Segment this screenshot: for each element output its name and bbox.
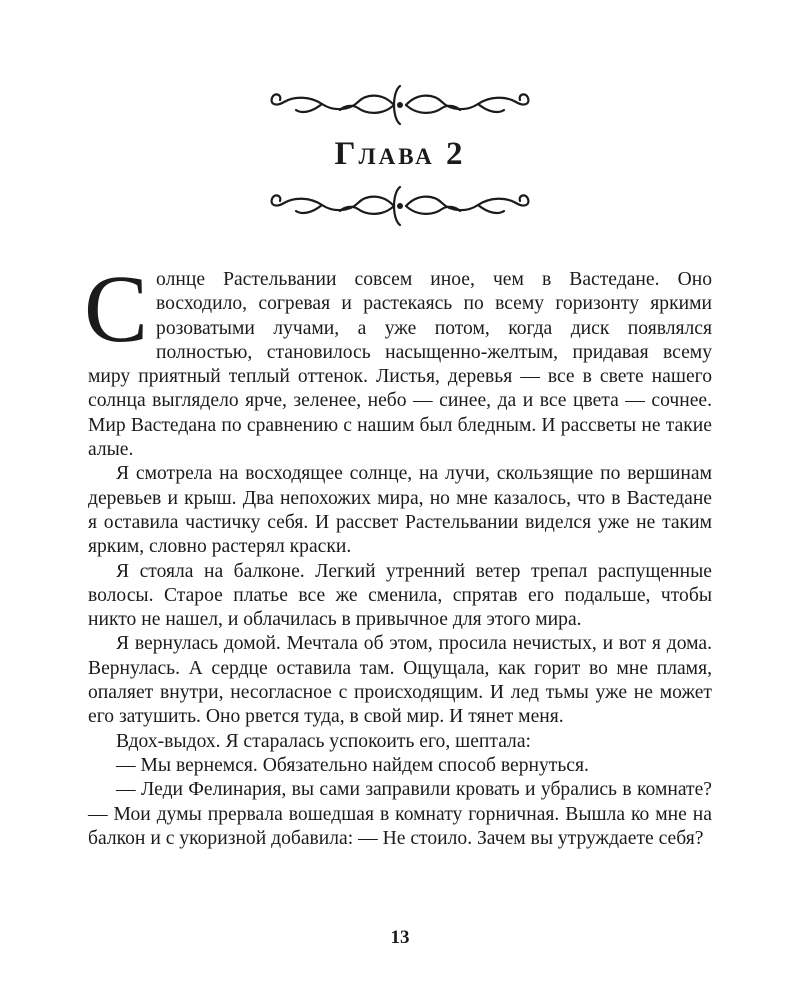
paragraph: Я вернулась домой. Мечтала об этом, просила нечистых, и вот я дома. Вернулась. А сердце оставила там. Ощущала, как горит во мне пламя, опаляет внутри, несогласное с происходящим. И лед тьмы уже не может его затушить. Оно рвется туда, в свой мир. И тянет меня. (88, 633, 712, 728)
flourish-svg (262, 183, 538, 229)
flourish-svg (262, 82, 538, 128)
paragraph: Вдох-выдох. Я старалась успокоить его, шептала: (116, 730, 531, 752)
page-number: 13 (390, 927, 410, 948)
bottom-flourish-ornament-icon (262, 183, 538, 229)
chapter-body (84, 255, 712, 851)
chapter-title: Глава 2 (334, 136, 466, 172)
paragraph (84, 255, 712, 462)
dialogue-line: — Леди Фелинария, вы сами заправили кровать и убрались в комнате? — Мои думы прервала вошедшая в комнату горничная. Вышла ко мне на балкон и с укоризной добавила: — Не стоило. Зачем вы утруждаете себя? (88, 779, 712, 849)
paragraph-text: олнце Растельвании совсем иное, чем в Вастедане. Оно восходило, согревая и растекаясь по всему горизонту яркими розоватыми лучами, а уже потом, когда диск появлялся полностью, становилось насыщенно-желтым, придавая всему миру приятный теплый оттенок. Листья, деревья — все в свете нашего солнца выглядело ярче, зеленее, небо — синее, да и все цвета — сочнее. Мир Вастедана по сравнению с нашим был бледным. И рассветы не такие алые. (88, 269, 712, 461)
dialogue-line: — Мы вернемся. Обязательно найдем способ вернуться. (116, 754, 589, 776)
top-flourish-ornament-icon (262, 82, 538, 128)
paragraph: Я стояла на балконе. Легкий утренний ветер трепал распущенные волосы. Старое платье все же сменила, спрятав его подальше, чтобы никто не нашел, и облачилась в привычное для этого мира. (88, 560, 712, 631)
drop-cap: С (84, 255, 149, 362)
paragraph: Я смотрела на восходящее солнце, на лучи, скользящие по вершинам деревьев и крыш. Два непохожих мира, но мне казалось, что в Вастедане я оставила частичку себя. И рассвет Растельвании виделся уже не таким ярким, словно растерял краски. (88, 463, 712, 558)
